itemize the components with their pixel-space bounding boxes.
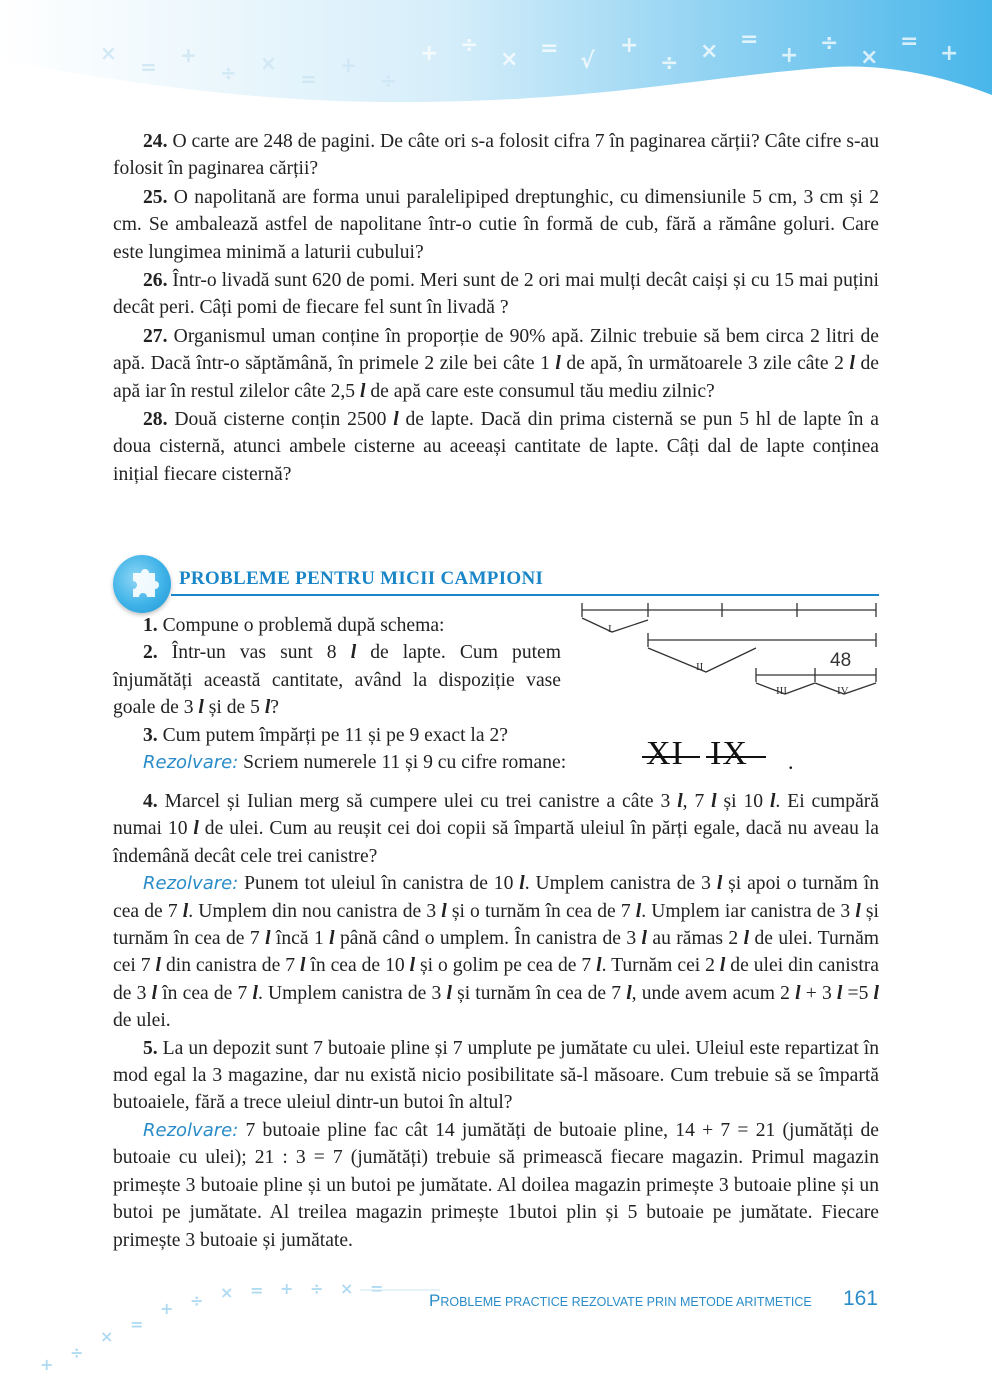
problem-number: 26. <box>143 270 168 292</box>
problem-number: 24. <box>143 131 168 152</box>
header-banner <box>0 0 992 140</box>
solution-text: de ulei din canistra de 3 <box>113 955 879 1004</box>
svg-text:=: = <box>740 27 759 52</box>
problem-text: O napolitană are forma unui paralelipiped dreptunghic, cu dimensiunile 5 cm, 3 cm și 2 cm. Se ambalează astfel de napolitane într-o cutie în formă de cub, fără a rămâne goluri. Care este lungimea minimă a laturii cubului? <box>113 186 879 263</box>
solution-text: . Umplem iar canistra de 3 <box>641 900 856 922</box>
svg-text:+: + <box>160 1299 174 1318</box>
problem-text: Compune o problemă după schema: <box>157 615 445 636</box>
label-i: I <box>608 623 612 635</box>
problem-number: 25. <box>143 186 168 208</box>
problem-24 <box>113 128 879 183</box>
solution-text: Punem tot uleiul în canistra de 10 <box>238 873 520 895</box>
svg-text:÷: ÷ <box>820 31 839 56</box>
label-iv: IV <box>837 685 849 697</box>
solution-text: și o golim pe cea de 7 <box>415 955 597 977</box>
svg-text:+: + <box>340 53 357 77</box>
svg-text:÷: ÷ <box>460 33 479 58</box>
unit-litre: l <box>555 353 561 375</box>
unit-litre: l <box>409 955 416 977</box>
unit-litre: l <box>836 982 843 1004</box>
unit-litre: l <box>360 380 366 402</box>
svg-text:+: + <box>40 1355 54 1374</box>
solution-text: Scriem numerele 11 și 9 cu cifre romane: <box>238 752 567 774</box>
problem-c4 <box>113 788 879 870</box>
svg-text:÷: ÷ <box>310 1279 324 1298</box>
unit-litre: l <box>182 900 189 922</box>
solution-text: 7 butoaie pline fac cât 14 jumătăți de butoaie pline, 14 + 7 = 21 (jumătăți de butoaie cu ulei); 21 : 3 = 7 (jumătăți) trebuie să primească fiecare magazin. Primul magazin primește 3 butoaie pline și un butoi pe jumătate. Al doilea magazin primește 3 butoaie pline și un butoi pe jumătate. Al treilea magazin primește 1butoi plin și 5 butoaie pe jumătate. Fiecare primește 3 butoaie și jumătate. <box>113 1119 879 1251</box>
footer-decoration <box>0 1270 460 1389</box>
solution-text: în cea de 7 <box>157 982 253 1004</box>
svg-text:÷: ÷ <box>190 1291 204 1310</box>
chapter-title-cap: P <box>429 1291 441 1310</box>
unit-litre: l <box>300 955 306 977</box>
solution-text: . Umplem canistra de 3 <box>257 982 447 1004</box>
svg-text:+: + <box>280 1279 294 1298</box>
svg-text:=: = <box>300 67 317 91</box>
problem-number: 4. <box>143 791 158 812</box>
unit-litre: l <box>193 818 199 840</box>
unit-litre: l <box>855 900 861 922</box>
unit-litre: l <box>711 791 717 812</box>
solution-text: și o turnăm în cea de 7 <box>446 900 636 922</box>
svg-text:÷: ÷ <box>660 51 679 76</box>
label-48: 48 <box>830 650 852 671</box>
problem-c5 <box>113 1035 879 1117</box>
problem-number: 1. <box>143 615 158 636</box>
problem-number: 27. <box>143 325 168 347</box>
problem-28 <box>113 406 879 488</box>
solution-label: Rezolvare: <box>143 873 239 895</box>
unit-litre: l <box>155 955 161 977</box>
unit-litre: l <box>265 928 271 950</box>
unit-litre: l <box>350 642 357 664</box>
chapter-title <box>429 1291 812 1311</box>
unit-litre: l <box>596 955 602 977</box>
unit-litre: l <box>393 409 399 431</box>
solution-text: + 3 <box>800 982 837 1004</box>
problem-26 <box>113 267 879 322</box>
unit-litre: l <box>626 982 632 1004</box>
problem-c1 <box>113 612 553 639</box>
section-title: PROBLEME PENTRU MICII CAMPIONI <box>179 568 544 589</box>
problem-text: de apă care este consumul tău mediu zilnic? <box>365 380 715 402</box>
strike-lines <box>642 735 792 779</box>
solution-text: și apoi o turnăm în cea de 7 <box>113 873 879 922</box>
solution-text: =5 <box>842 982 874 1004</box>
unit-litre: l <box>446 982 452 1004</box>
campioni-content-2 <box>113 788 879 1254</box>
segment-diagram <box>578 598 882 708</box>
solution-text: au rămas 2 <box>646 928 744 950</box>
svg-text:×: × <box>500 47 519 72</box>
unit-litre: l <box>849 353 855 375</box>
problem-text: Într-un vas sunt 8 <box>157 642 351 664</box>
solution-text: și turnăm în cea de 7 <box>113 900 879 950</box>
unit-litre: l <box>441 900 447 922</box>
problem-text: , 7 <box>682 791 712 812</box>
problem-text: Marcel și Iulian merg să cumpere ulei cu trei canistre a câte 3 <box>157 791 678 812</box>
problem-text: ? <box>270 697 279 719</box>
svg-text:+: + <box>180 43 197 67</box>
unit-litre: l <box>151 982 158 1004</box>
solution-text: până când o umplem. În canistra de 3 <box>334 928 642 950</box>
label-iii: III <box>776 685 787 697</box>
unit-litre: l <box>719 955 726 977</box>
page-footer <box>420 1287 880 1317</box>
page-number: 161 <box>842 1287 878 1310</box>
problem-text: . Ei cumpără numai 10 <box>113 791 879 840</box>
unit-litre: l <box>198 697 204 719</box>
problem-number: 2. <box>143 642 158 664</box>
problem-text: de lapte. Dacă din prima cisternă se pun 5 hl de lapte în a doua cisternă, atunci ambele cisterne au aceeași cantitate de lapte. Câți dal de lapte conținea inițial fiecare cisternă? <box>113 409 879 485</box>
solution-text: . Umplem din nou canistra de 3 <box>188 900 442 922</box>
problem-text: Organismul uman conține în proporție de 90% apă. Zilnic trebuie să bem circa 2 litri de apă. Dacă într-o săptămână, în primele 2 zile bei câte 1 <box>113 325 879 375</box>
puzzle-icon <box>113 555 171 613</box>
unit-litre: l <box>264 697 271 719</box>
solution-text: . Umplem canistra de 3 <box>524 873 717 895</box>
solution-text: . Turnăm cei 2 <box>601 955 720 977</box>
svg-text:=: = <box>370 1279 384 1298</box>
svg-text:÷: ÷ <box>70 1343 84 1362</box>
unit-litre: l <box>743 928 750 950</box>
label-ii: II <box>696 661 704 673</box>
svg-text:+: + <box>940 41 959 66</box>
unit-litre: l <box>641 928 647 950</box>
problem-number: 5. <box>143 1037 158 1059</box>
svg-text:÷: ÷ <box>380 69 397 93</box>
svg-text:=: = <box>140 55 157 79</box>
problem-25 <box>113 184 879 266</box>
problem-text: de apă, în următoarele 3 zile câte 2 <box>560 353 850 375</box>
page-content <box>113 128 879 488</box>
problem-text: Două cisterne conțin 2500 <box>167 409 394 431</box>
svg-text:+: + <box>420 41 439 66</box>
unit-litre: l <box>716 873 723 895</box>
svg-text:=: = <box>900 29 919 54</box>
svg-text:×: × <box>220 1283 234 1302</box>
svg-text:√: √ <box>580 49 595 74</box>
problem-text: Într-o livadă sunt 620 de pomi. Meri sunt de 2 ori mai mulți decât caiși și cu 15 mai puțini decât peri. Câți pomi de fiecare fel sunt în livadă ? <box>113 270 879 319</box>
chapter-title-rest: ROBLEME PRACTICE REZOLVATE PRIN METODE ARITMETICE <box>440 1295 812 1309</box>
unit-litre: l <box>519 873 525 895</box>
problem-c2 <box>113 639 561 721</box>
svg-text:÷: ÷ <box>220 61 237 85</box>
unit-litre: l <box>769 791 776 812</box>
problem-27 <box>113 323 879 405</box>
unit-litre: l <box>635 900 642 922</box>
unit-litre: l <box>677 791 683 812</box>
section-rule <box>171 594 879 596</box>
solution-label: Rezolvare: <box>143 752 239 774</box>
problem-text: și 10 <box>716 791 770 812</box>
svg-text:×: × <box>340 1279 354 1298</box>
solution-text: în cea de 10 <box>305 955 410 977</box>
svg-text:×: × <box>260 51 277 75</box>
problem-text: și de 5 <box>203 697 265 719</box>
svg-text:×: × <box>860 45 879 70</box>
unit-litre: l <box>795 982 801 1004</box>
problem-number: 28. <box>143 409 168 431</box>
svg-text:+: + <box>780 43 799 68</box>
svg-text:=: = <box>130 1315 144 1334</box>
solution-text: de ulei. <box>113 1010 171 1032</box>
roman-xi: XI <box>646 735 684 772</box>
solution-text: , unde avem acum 2 <box>631 982 796 1004</box>
problem-text: La un depozit sunt 7 butoaie pline și 7 umplute pe jumătate cu ulei. Uleiul este repartizat în mod egal la 3 magazine, dar nu există nicio posibilitate să-l măsoare. Cum trebuie să se împartă butoaiele, fără a trece uleiul dintr-un butoi în altul? <box>113 1037 879 1114</box>
unit-litre: l <box>873 982 879 1004</box>
solution-text: și turnăm în cea de 7 <box>451 982 627 1004</box>
roman-end: . <box>788 749 795 774</box>
solution-text: încă 1 <box>270 928 330 950</box>
problem-text: O carte are 248 de pagini. De câte ori s-a folosit cifra 7 în paginarea cărții? Câte cifre s-au folosit în paginarea cărții? <box>113 131 879 180</box>
svg-text:×: × <box>100 1327 114 1346</box>
problem-text: de lapte. Cum putem înjumătăți această cantitate, având la dispoziție vase goale de 3 <box>113 642 561 719</box>
svg-text:=: = <box>540 36 559 61</box>
problem-text: Cum putem împărți pe 11 și pe 9 exact la 2? <box>157 724 508 746</box>
solution-text: de ulei. Turnăm cei 7 <box>113 928 880 977</box>
unit-litre: l <box>329 928 335 950</box>
problem-text: de ulei. Cum au reușit cei doi copii să împartă uleiul în părți egale, dacă nu aveau la îndemână decât cele trei canistre? <box>113 818 879 867</box>
solution-label: Rezolvare: <box>143 1119 239 1141</box>
unit-litre: l <box>252 982 258 1004</box>
svg-text:×: × <box>700 39 719 64</box>
svg-text:×: × <box>100 41 117 65</box>
roman-numerals <box>642 735 795 779</box>
problem-c5-solution <box>113 1117 879 1254</box>
roman-ix: IX <box>710 735 748 772</box>
problem-text: de apă iar în restul zilelor câte 2,5 <box>113 353 879 402</box>
problem-c4-solution <box>113 870 879 1034</box>
svg-text:=: = <box>250 1281 264 1300</box>
solution-text: din canistra de 7 <box>161 955 300 977</box>
problem-number: 3. <box>143 724 158 746</box>
svg-text:+: + <box>620 33 639 58</box>
